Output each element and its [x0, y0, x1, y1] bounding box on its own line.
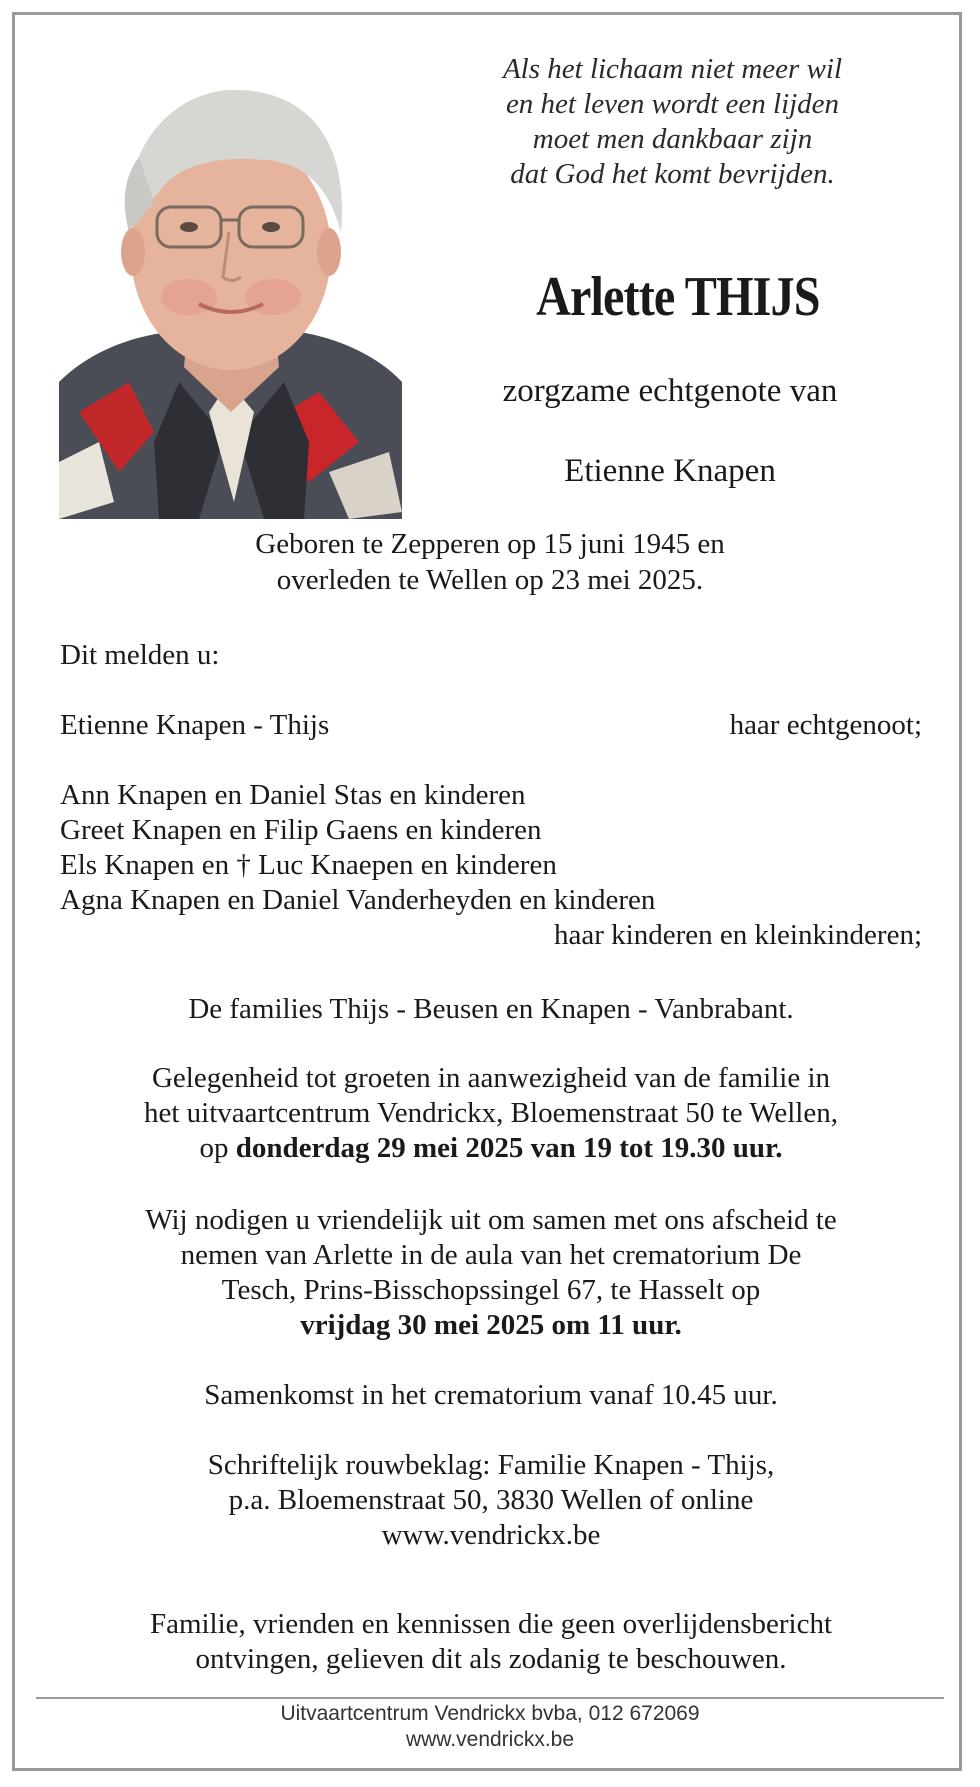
footer-website: www.vendrickx.be — [405, 1728, 575, 1751]
visitation-block — [60, 1061, 922, 1166]
child-entry: Ann Knapen en Daniel Stas en kinderen — [60, 779, 526, 811]
footer-company: Uitvaartcentrum Vendrickx bvba, 012 672069 — [280, 1702, 700, 1725]
child-entry: Greet Knapen en Filip Gaens en kinderen — [60, 814, 542, 846]
died-line: overleden te Wellen op 23 mei 2025. — [276, 564, 704, 596]
announce-intro: Dit melden u: — [60, 639, 220, 671]
deceased-name: Arlette THIJS — [535, 266, 820, 328]
condolences-line: Schriftelijk rouwbeklag: Familie Knapen - Thijs, — [207, 1449, 775, 1481]
child-entry: Els Knapen en † Luc Knaepen en kinderen — [60, 849, 557, 881]
closing-line: Familie, vrienden en kennissen die geen overlijdensbericht — [149, 1608, 833, 1640]
children-role: haar kinderen en kleinkinderen; — [554, 919, 922, 951]
ceremony-date-text: vrijdag 30 mei 2025 om 11 uur. — [300, 1309, 682, 1341]
condolences-block — [60, 1448, 922, 1553]
poem — [450, 52, 895, 192]
husband-row — [60, 708, 922, 743]
poem-line: en het leven wordt een lijden — [505, 88, 840, 120]
deceased-name-heading — [440, 262, 915, 332]
born-line: Geboren te Zepperen op 15 juni 1945 en — [255, 528, 725, 560]
visitation-prefix: op — [199, 1132, 236, 1164]
families-line: De families Thijs - Beusen en Knapen - Vanbrabant. — [188, 993, 794, 1025]
poem-line: moet men dankbaar zijn — [532, 123, 813, 155]
children-list — [60, 778, 922, 953]
poem-line: dat God het komt bevrijden. — [510, 158, 835, 190]
visitation-line: Gelegenheid tot groeten in aanwezigheid van de familie in — [151, 1062, 831, 1094]
condolences-website: www.vendrickx.be — [381, 1519, 601, 1551]
closing-block — [60, 1607, 922, 1677]
ceremony-block — [60, 1203, 922, 1343]
husband-name: Etienne Knapen - Thijs — [60, 709, 330, 741]
ceremony-line: Tesch, Prins-Bisschopssingel 67, te Hasselt op — [221, 1274, 761, 1306]
condolences-line: p.a. Bloemenstraat 50, 3830 Wellen of online — [228, 1484, 754, 1516]
spouse-name: Etienne Knapen — [564, 453, 776, 489]
visitation-line — [60, 1131, 922, 1166]
gathering-line: Samenkomst in het crematorium vanaf 10.45 uur. — [204, 1379, 778, 1411]
footer-divider — [36, 1697, 944, 1699]
ceremony-date — [60, 1308, 922, 1343]
visitation-line: het uitvaartcentrum Vendrickx, Bloemenstraat 50 te Wellen, — [144, 1097, 838, 1129]
poem-line: Als het lichaam niet meer wil — [502, 53, 843, 85]
child-entry: Agna Knapen en Daniel Vanderheyden en kinderen — [60, 884, 656, 916]
footer — [36, 1701, 944, 1753]
ceremony-line: Wij nodigen u vriendelijk uit om samen met ons afscheid te — [145, 1204, 837, 1236]
husband-role: haar echtgenoot; — [729, 709, 922, 741]
ceremony-line: nemen van Arlette in de aula van het crematorium De — [180, 1239, 802, 1271]
visitation-date: donderdag 29 mei 2025 van 19 tot 19.30 uur. — [235, 1132, 783, 1164]
birth-death-info — [60, 526, 920, 598]
relation-text: zorgzame echtgenote van — [502, 373, 838, 409]
closing-line: ontvingen, gelieven dit als zodanig te beschouwen. — [195, 1643, 787, 1675]
portrait-photo — [59, 82, 402, 519]
